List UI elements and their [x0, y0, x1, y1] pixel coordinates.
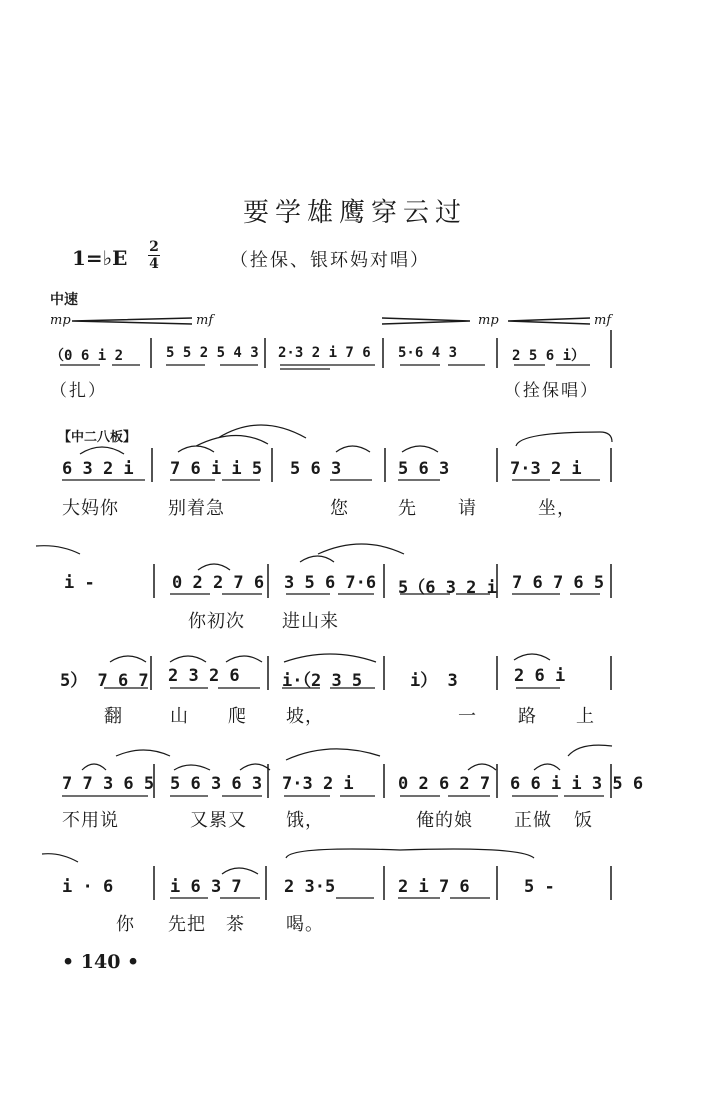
row4-lyric4: 俺的娘: [416, 810, 473, 831]
row0-measure2: 5 5 2 5 4 3: [166, 345, 259, 361]
row3-lyric2: 山: [170, 706, 189, 727]
row1-measure3: 5 6 3: [290, 459, 342, 479]
row0-measure3: 2·3 2 i 7 6: [278, 345, 371, 361]
performers-subtitle: （拴保、银环妈对唱）: [230, 250, 430, 271]
row3-measure3: i·（2 3 5: [282, 671, 363, 691]
row5-measure4: 2 i 7 6: [398, 877, 470, 897]
row1-measure5: 7·3 2 i: [510, 459, 582, 479]
row1-lyric5: 请: [458, 498, 477, 519]
row1-lyric4: 先: [398, 498, 417, 519]
row1-measure2: 7 6 i i 5: [170, 459, 263, 479]
row4-barlines: [154, 764, 611, 798]
row5-barlines: [154, 866, 611, 900]
row2-measure2: 0 2 2 7 6: [172, 573, 265, 593]
row0-barlines: [151, 330, 611, 368]
dynamic-mp-1: mp: [50, 313, 71, 328]
row2-measure4: 5（6 3 2 i: [398, 578, 497, 598]
dynamic-mf-1: mf: [196, 313, 214, 328]
row3-lyric7: 上: [576, 706, 595, 727]
crescendo-hairpin-2: [508, 318, 590, 324]
time-numerator: 2: [149, 239, 159, 255]
row3-measure4: i） 3: [410, 671, 458, 691]
row4-lyric3: 饿，: [286, 810, 324, 831]
dynamic-mp-2: mp: [478, 313, 499, 328]
row4-measure4: 0 2 6 2 7: [398, 774, 491, 794]
row2-measure3: 3 5 6 7·6: [284, 573, 377, 593]
row4-measure3: 7·3 2 i: [282, 774, 354, 794]
row4-lyric6: 饭: [574, 810, 593, 831]
row1-measure1: 6 3 2 i: [62, 459, 134, 479]
row4-lyric2: 又累又: [190, 810, 247, 831]
row0-right-label: （拴保唱）: [504, 381, 599, 401]
row5-lyric3: 茶: [226, 914, 245, 935]
row0-measure5: 2 5 6 i）: [512, 348, 586, 364]
row1-slurs: [80, 425, 612, 454]
key-signature: 1=♭E: [72, 246, 128, 270]
row5-measure1: i · 6: [62, 877, 114, 897]
row4-measure5: 6 6 i i 3 5 6: [510, 774, 644, 794]
dynamic-mf-2: mf: [594, 313, 612, 328]
song-title: 要学雄鹰穿云过: [242, 198, 467, 228]
row1-lyric3: 您: [330, 498, 349, 519]
crescendo-hairpin-1: [72, 318, 192, 324]
row1-measure4: 5 6 3: [398, 459, 450, 479]
section-label: 【中二八板】: [58, 430, 137, 445]
row5-measure3: 2 3·5: [284, 877, 336, 897]
row3-lyric5: 一: [458, 706, 477, 727]
row5-lyric1: 你: [116, 914, 135, 935]
time-denominator: 4: [149, 256, 159, 272]
row1-lyric2: 别着急: [168, 498, 225, 519]
row2-slurs: [36, 544, 404, 570]
row3-barlines: [151, 656, 611, 690]
row4-lyric5: 正做: [514, 810, 552, 831]
row2-measure1: i -: [64, 573, 95, 593]
row5-lyric4: 喝。: [286, 914, 324, 935]
row3-lyric6: 路: [518, 706, 537, 727]
page-number: • 140 •: [62, 951, 140, 973]
row2-lyric2: 进山来: [282, 611, 339, 632]
row4-measure1: 7 7 3 6 5: [62, 774, 155, 794]
row4-slurs: [82, 745, 612, 770]
row5-lyric2: 先把: [168, 914, 206, 935]
row3-measure5: 2 6 i: [514, 666, 566, 686]
row0-left-label: （扎）: [50, 381, 107, 401]
row1-lyric6: 坐，: [538, 498, 576, 519]
row1-barlines: [152, 448, 611, 482]
row5-measure5: 5 -: [524, 877, 555, 897]
tempo-marking: 中速: [50, 292, 78, 308]
row3-lyric3: 爬: [228, 706, 247, 727]
row0-beams: [60, 365, 590, 369]
row5-slurs: [42, 849, 534, 874]
row3-lyric4: 坡，: [286, 706, 324, 727]
row4-lyric1: 不用说: [62, 810, 119, 831]
row2-barlines: [154, 564, 611, 598]
diminuendo-hairpin: [382, 318, 470, 324]
row3-slurs: [110, 654, 550, 662]
row5-measure2: i 6 3 7: [170, 877, 242, 897]
row3-measure1: 5） 7 6 7: [60, 671, 149, 691]
row0-measure4: 5·6 4 3: [398, 345, 458, 361]
row2-measure5: 7 6 7 6 5: [512, 573, 605, 593]
row3-measure2: 2 3 2 6: [168, 666, 240, 686]
row1-lyric1: 大妈你: [62, 498, 119, 519]
row2-lyric1: 你初次: [188, 611, 245, 632]
row0-measure1: （0 6 i 2: [50, 348, 124, 364]
row4-measure2: 5 6 3 6 3: [170, 774, 263, 794]
row3-lyric1: 翻: [104, 706, 123, 727]
